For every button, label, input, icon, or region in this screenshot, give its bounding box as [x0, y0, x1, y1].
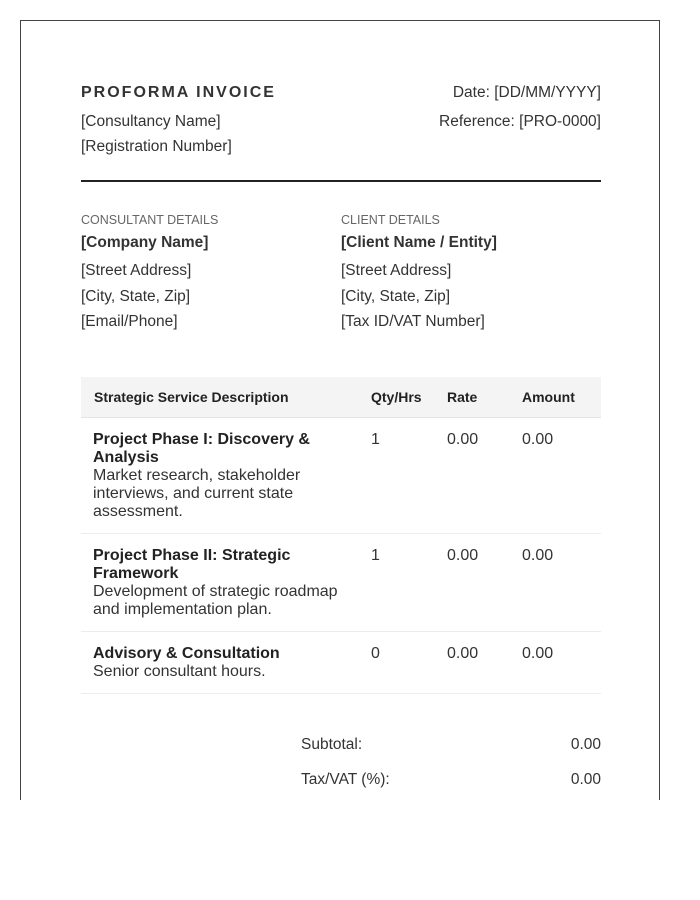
item-rate: 0.00 [447, 417, 522, 533]
item-qty: 1 [371, 533, 447, 631]
tax-row [301, 770, 601, 790]
header-right [439, 83, 601, 134]
client-tax-id: [Tax ID/VAT Number] [341, 313, 485, 330]
item-rate: 0.00 [447, 631, 522, 693]
item-rate: 0.00 [447, 533, 522, 631]
consultancy-name: [Consultancy Name] [81, 113, 221, 130]
consultant-street: [Street Address] [81, 262, 192, 279]
header-amount: Amount [522, 377, 601, 418]
item-amount: 0.00 [522, 417, 601, 533]
client-label: CLIENT DETAILS [341, 213, 440, 227]
table-header-row [81, 377, 601, 418]
table-row [81, 417, 601, 533]
header-divider [81, 180, 601, 182]
consultant-details [81, 212, 341, 335]
subtotal-label: Subtotal: [301, 736, 363, 753]
row-description-cell [81, 533, 371, 631]
consultant-company-name: [Company Name] [81, 234, 209, 251]
item-description: Market research, stakeholder interviews, and current state assessment. [93, 466, 301, 520]
tax-value: 0.00 [570, 771, 601, 788]
registration-number: [Registration Number] [81, 138, 232, 155]
item-title: Project Phase I: Discovery & Analysis [93, 430, 310, 466]
consultant-contact: [Email/Phone] [81, 313, 178, 330]
subtotal-value: 0.00 [570, 736, 601, 753]
table-row [81, 533, 601, 631]
consultant-city: [City, State, Zip] [81, 287, 191, 305]
header-left [81, 83, 276, 159]
tax-label: Tax/VAT (%): [301, 771, 390, 788]
header-qty: Qty/Hrs [371, 377, 447, 418]
item-amount: 0.00 [522, 631, 601, 693]
invoice-header [81, 83, 601, 159]
item-description: Development of strategic roadmap and implementation plan. [93, 582, 338, 618]
client-street: [Street Address] [341, 262, 452, 279]
client-details [341, 212, 601, 335]
item-description: Senior consultant hours. [93, 662, 266, 680]
services-table [81, 377, 601, 694]
header-description: Strategic Service Description [81, 377, 371, 418]
document-title: PROFORMA INVOICE [81, 84, 276, 101]
row-description-cell [81, 631, 371, 693]
item-title: Project Phase II: Strategic Framework [93, 546, 291, 582]
invoice-reference: Reference: [PRO-0000] [439, 113, 601, 130]
item-qty: 0 [371, 631, 447, 693]
subtotal-row [301, 735, 601, 755]
client-name: [Client Name / Entity] [341, 234, 497, 251]
item-qty: 1 [371, 417, 447, 533]
row-description-cell [81, 417, 371, 533]
header-rate: Rate [447, 377, 522, 418]
client-city: [City, State, Zip] [341, 287, 451, 305]
consultant-label: CONSULTANT DETAILS [81, 213, 219, 227]
invoice-page [20, 20, 660, 800]
item-title: Advisory & Consultation [93, 644, 280, 662]
party-details [81, 212, 601, 335]
invoice-content [81, 83, 601, 694]
table-row [81, 631, 601, 693]
totals-section [301, 735, 601, 800]
item-amount: 0.00 [522, 533, 601, 631]
invoice-date: Date: [DD/MM/YYYY] [452, 84, 601, 101]
